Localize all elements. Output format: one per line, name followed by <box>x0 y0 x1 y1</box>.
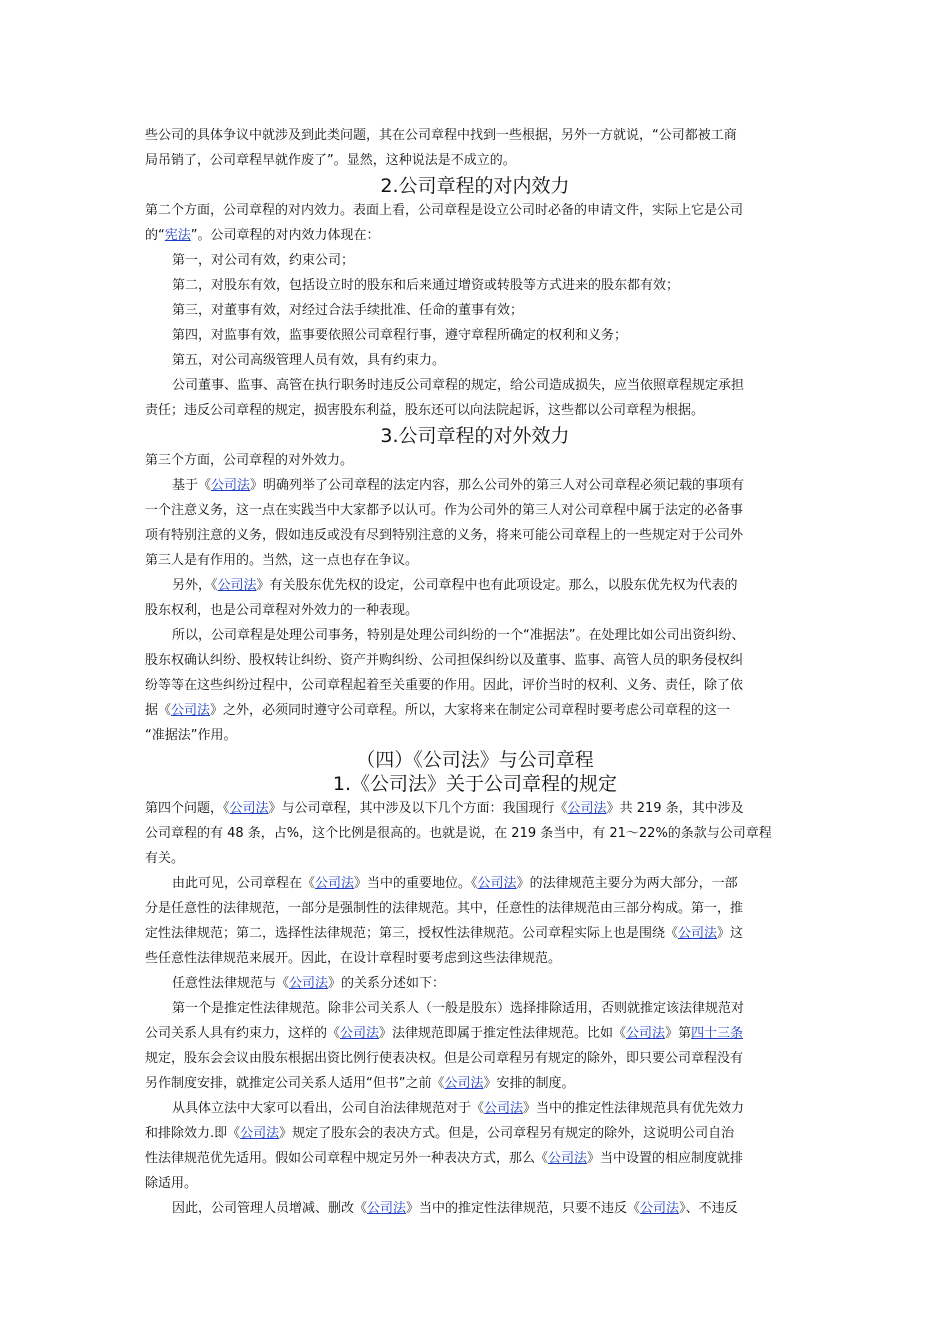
paragraph-line: 分是任意性的法律规范，一部分是强制性的法律规范。其中，任意性的法律规范由三部分构成。第一，推 <box>145 901 744 916</box>
company-law-link[interactable]: 公司法 <box>315 876 355 891</box>
company-law-link[interactable]: 公司法 <box>626 1026 666 1041</box>
paragraph-line: 股东权确认纠纷、股权转让纠纷、资产并购纠纷、公司担保纠纷以及董事、监事、高管人员的职务侵权纠 <box>145 653 744 668</box>
text-span: ”。公司章程的对内效力体现在： <box>190 228 380 243</box>
company-law-link[interactable]: 公司法 <box>678 926 718 941</box>
paragraph-line: 第三人是有作用的。当然，这一点也存在争议。 <box>145 553 419 568</box>
company-law-link[interactable]: 公司法 <box>548 1151 588 1166</box>
company-law-link[interactable]: 公司法 <box>567 801 607 816</box>
paragraph-line <box>145 1150 743 1168</box>
paragraph-line <box>172 875 738 893</box>
list-item: 第一，对公司有效，约束公司； <box>172 253 355 268</box>
paragraph-line: 责任；违反公司章程的规定，损害股东利益，股东还可以向法院起诉，这些都以公司章程为根据。 <box>145 403 705 418</box>
section-heading: 1.《公司法》关于公司章程的规定 <box>332 773 618 795</box>
text-span: 第四个问题，《 <box>145 801 230 816</box>
paragraph-line: 除适用。 <box>145 1176 198 1191</box>
section-heading: 3.公司章程的对外效力 <box>380 425 570 447</box>
text-span: 另作制度安排，就推定公司关系人适用“但书”之前《 <box>145 1076 445 1091</box>
paragraph-line <box>172 1200 738 1218</box>
paragraph-line: 些任意性法律规范来展开。因此，在设计章程时要考虑到这些法律规范。 <box>145 951 562 966</box>
company-law-link[interactable]: 公司法 <box>444 1076 484 1091</box>
text-span: 和排除效力.即《 <box>145 1126 241 1141</box>
paragraph-line <box>145 1025 743 1043</box>
text-span: 另外，《 <box>172 578 218 593</box>
text-span: 》与公司章程，其中涉及以下几个方面：我国现行《 <box>268 801 568 816</box>
company-law-link[interactable]: 公司法 <box>289 976 329 991</box>
text-span: 》法律规范即属于推定性法律规范。比如《 <box>379 1026 627 1041</box>
text-span: 据《 <box>145 703 172 718</box>
paragraph-line <box>145 702 730 720</box>
paragraph-line: 一个注意义务，这一点在实践当中大家都予以认可。作为公司外的第三人对公司章程中属于法定的必备事 <box>145 503 744 518</box>
company-law-link[interactable]: 公司法 <box>477 876 517 891</box>
company-law-link[interactable]: 公司法 <box>340 1026 380 1041</box>
paragraph-line: 局吊销了，公司章程早就作废了”。显然，这种说法是不成立的。 <box>145 153 516 168</box>
text-span: 》当中的推定性法律规范具有优先效力 <box>523 1101 745 1116</box>
paragraph-line: 些公司的具体争议中就涉及到此类问题，其在公司章程中找到一些根据，另外一方就说，“公司都被工商 <box>145 128 737 143</box>
company-law-link[interactable]: 公司法 <box>211 478 251 493</box>
paragraph-line <box>172 975 445 993</box>
company-law-link[interactable]: 公司法 <box>229 801 269 816</box>
text-span: 》明确列举了公司章程的法定内容，那么公司外的第三人对公司章程必须记载的事项有 <box>250 478 745 493</box>
text-span: 由此可见，公司章程在《 <box>172 876 316 891</box>
text-span: 公司关系人具有约束力，这样的《 <box>145 1026 341 1041</box>
section-heading: （四）《公司法》与公司章程 <box>356 749 594 771</box>
paragraph-line: 股东权利，也是公司章程对外效力的一种表现。 <box>145 603 419 618</box>
paragraph-line: 第一个是推定性法律规范。除非公司关系人（一般是股东）选择排除适用，否则就推定该法律规范对 <box>172 1001 745 1016</box>
text-span: 》之外，必须同时遵守公司章程。所以，大家将来在制定公司章程时要考虑公司章程的这一 <box>210 703 731 718</box>
text-span: 》当中的重要地位。《 <box>354 876 478 891</box>
paragraph-line: 项有特别注意的义务，假如违反或没有尽到特别注意的义务，将来可能公司章程上的一些规定对于公司外 <box>145 528 744 543</box>
paragraph-line <box>145 800 744 818</box>
text-span: 性法律规范优先适用。假如公司章程中规定另外一种表决方式，那么《 <box>145 1151 549 1166</box>
paragraph-line <box>172 477 744 495</box>
text-span: 基于《 <box>172 478 212 493</box>
text-span: 》当中的推定性法律规范，只要不违反《 <box>406 1201 641 1216</box>
text-span: 》第 <box>665 1026 692 1041</box>
text-span: 》规定了股东会的表决方式。但是，公司章程另有规定的除外，这说明公司自治 <box>279 1126 735 1141</box>
text-span: 》的法律规范主要分为两大部分，一部 <box>516 876 738 891</box>
company-law-link[interactable]: 公司法 <box>240 1126 280 1141</box>
text-span: 因此，公司管理人员增减、删改《 <box>172 1201 368 1216</box>
section-heading: 2.公司章程的对内效力 <box>380 175 570 197</box>
list-item: 第四，对监事有效，监事要依照公司章程行事，遵守章程所确定的权利和义务； <box>172 328 628 343</box>
company-law-link[interactable]: 公司法 <box>217 578 257 593</box>
paragraph-line <box>145 1125 734 1143</box>
paragraph-line <box>145 925 743 943</box>
paragraph-line <box>145 1075 575 1093</box>
text-span: 》这 <box>717 926 744 941</box>
paragraph-line: 公司章程的有 48 条，占%，这个比例是很高的。也就是说，在 219 条当中，有 21～22%的条款与公司章程 <box>145 826 772 841</box>
paragraph-line: 公司董事、监事、高管在执行职务时违反公司章程的规定，给公司造成损失，应当依照章程规定承担 <box>172 378 745 393</box>
company-law-link[interactable]: 公司法 <box>484 1101 524 1116</box>
company-law-link[interactable]: 公司法 <box>640 1201 680 1216</box>
text-span: 》当中设置的相应制度就排 <box>587 1151 744 1166</box>
text-span: 任意性法律规范与《 <box>172 976 290 991</box>
paragraph-line: 规定，股东会会议由股东根据出资比例行使表决权。但是公司章程另有规定的除外，即只要公司章程没有 <box>145 1051 744 1066</box>
text-span: 》共 219 条，其中涉及 <box>606 801 744 816</box>
paragraph-line: 所以，公司章程是处理公司事务，特别是处理公司纠纷的一个“准据法”。在处理比如公司出资纠纷、 <box>172 628 745 643</box>
paragraph-line: 第二个方面，公司章程的对内效力。表面上看，公司章程是设立公司时必备的申请文件，实际上它是公司 <box>145 203 744 218</box>
text-span: 》有关股东优先权的设定，公司章程中也有此项设定。那么，以股东优先权为代表的 <box>256 578 738 593</box>
paragraph-line <box>172 577 738 595</box>
paragraph-line: 纷等等在这些纠纷过程中，公司章程起着至关重要的作用。因此，评价当时的权利、义务、责任，除了依 <box>145 678 744 693</box>
text-span: 定性法律规范；第二，选择性法律规范；第三，授权性法律规范。公司章程实际上也是围绕《 <box>145 926 679 941</box>
text-span: 》的关系分述如下： <box>328 976 446 991</box>
text-span: 从具体立法中大家可以看出，公司自治法律规范对于《 <box>172 1101 485 1116</box>
text-span: 的“ <box>145 228 165 243</box>
paragraph-line: 第三个方面，公司章程的对外效力。 <box>145 453 354 468</box>
xianfa-link[interactable]: 宪法 <box>164 228 191 243</box>
company-law-link[interactable]: 公司法 <box>367 1201 407 1216</box>
list-item: 第五，对公司高级管理人员有效，具有约束力。 <box>172 353 446 368</box>
article-43-link[interactable]: 四十三条 <box>691 1026 744 1041</box>
text-span: 》安排的制度。 <box>483 1076 575 1091</box>
paragraph-line <box>172 1100 744 1118</box>
paragraph-line: “准据法”作用。 <box>145 728 237 743</box>
list-item: 第二，对股东有效，包括设立时的股东和后来通过增资或转股等方式进来的股东都有效； <box>172 278 680 293</box>
paragraph-line: 有关。 <box>145 851 185 866</box>
company-law-link[interactable]: 公司法 <box>171 703 211 718</box>
list-item: 第三，对董事有效，对经过合法手续批准、任命的董事有效； <box>172 303 524 318</box>
paragraph-line <box>145 227 380 245</box>
text-span: 》、不违反 <box>679 1201 738 1216</box>
